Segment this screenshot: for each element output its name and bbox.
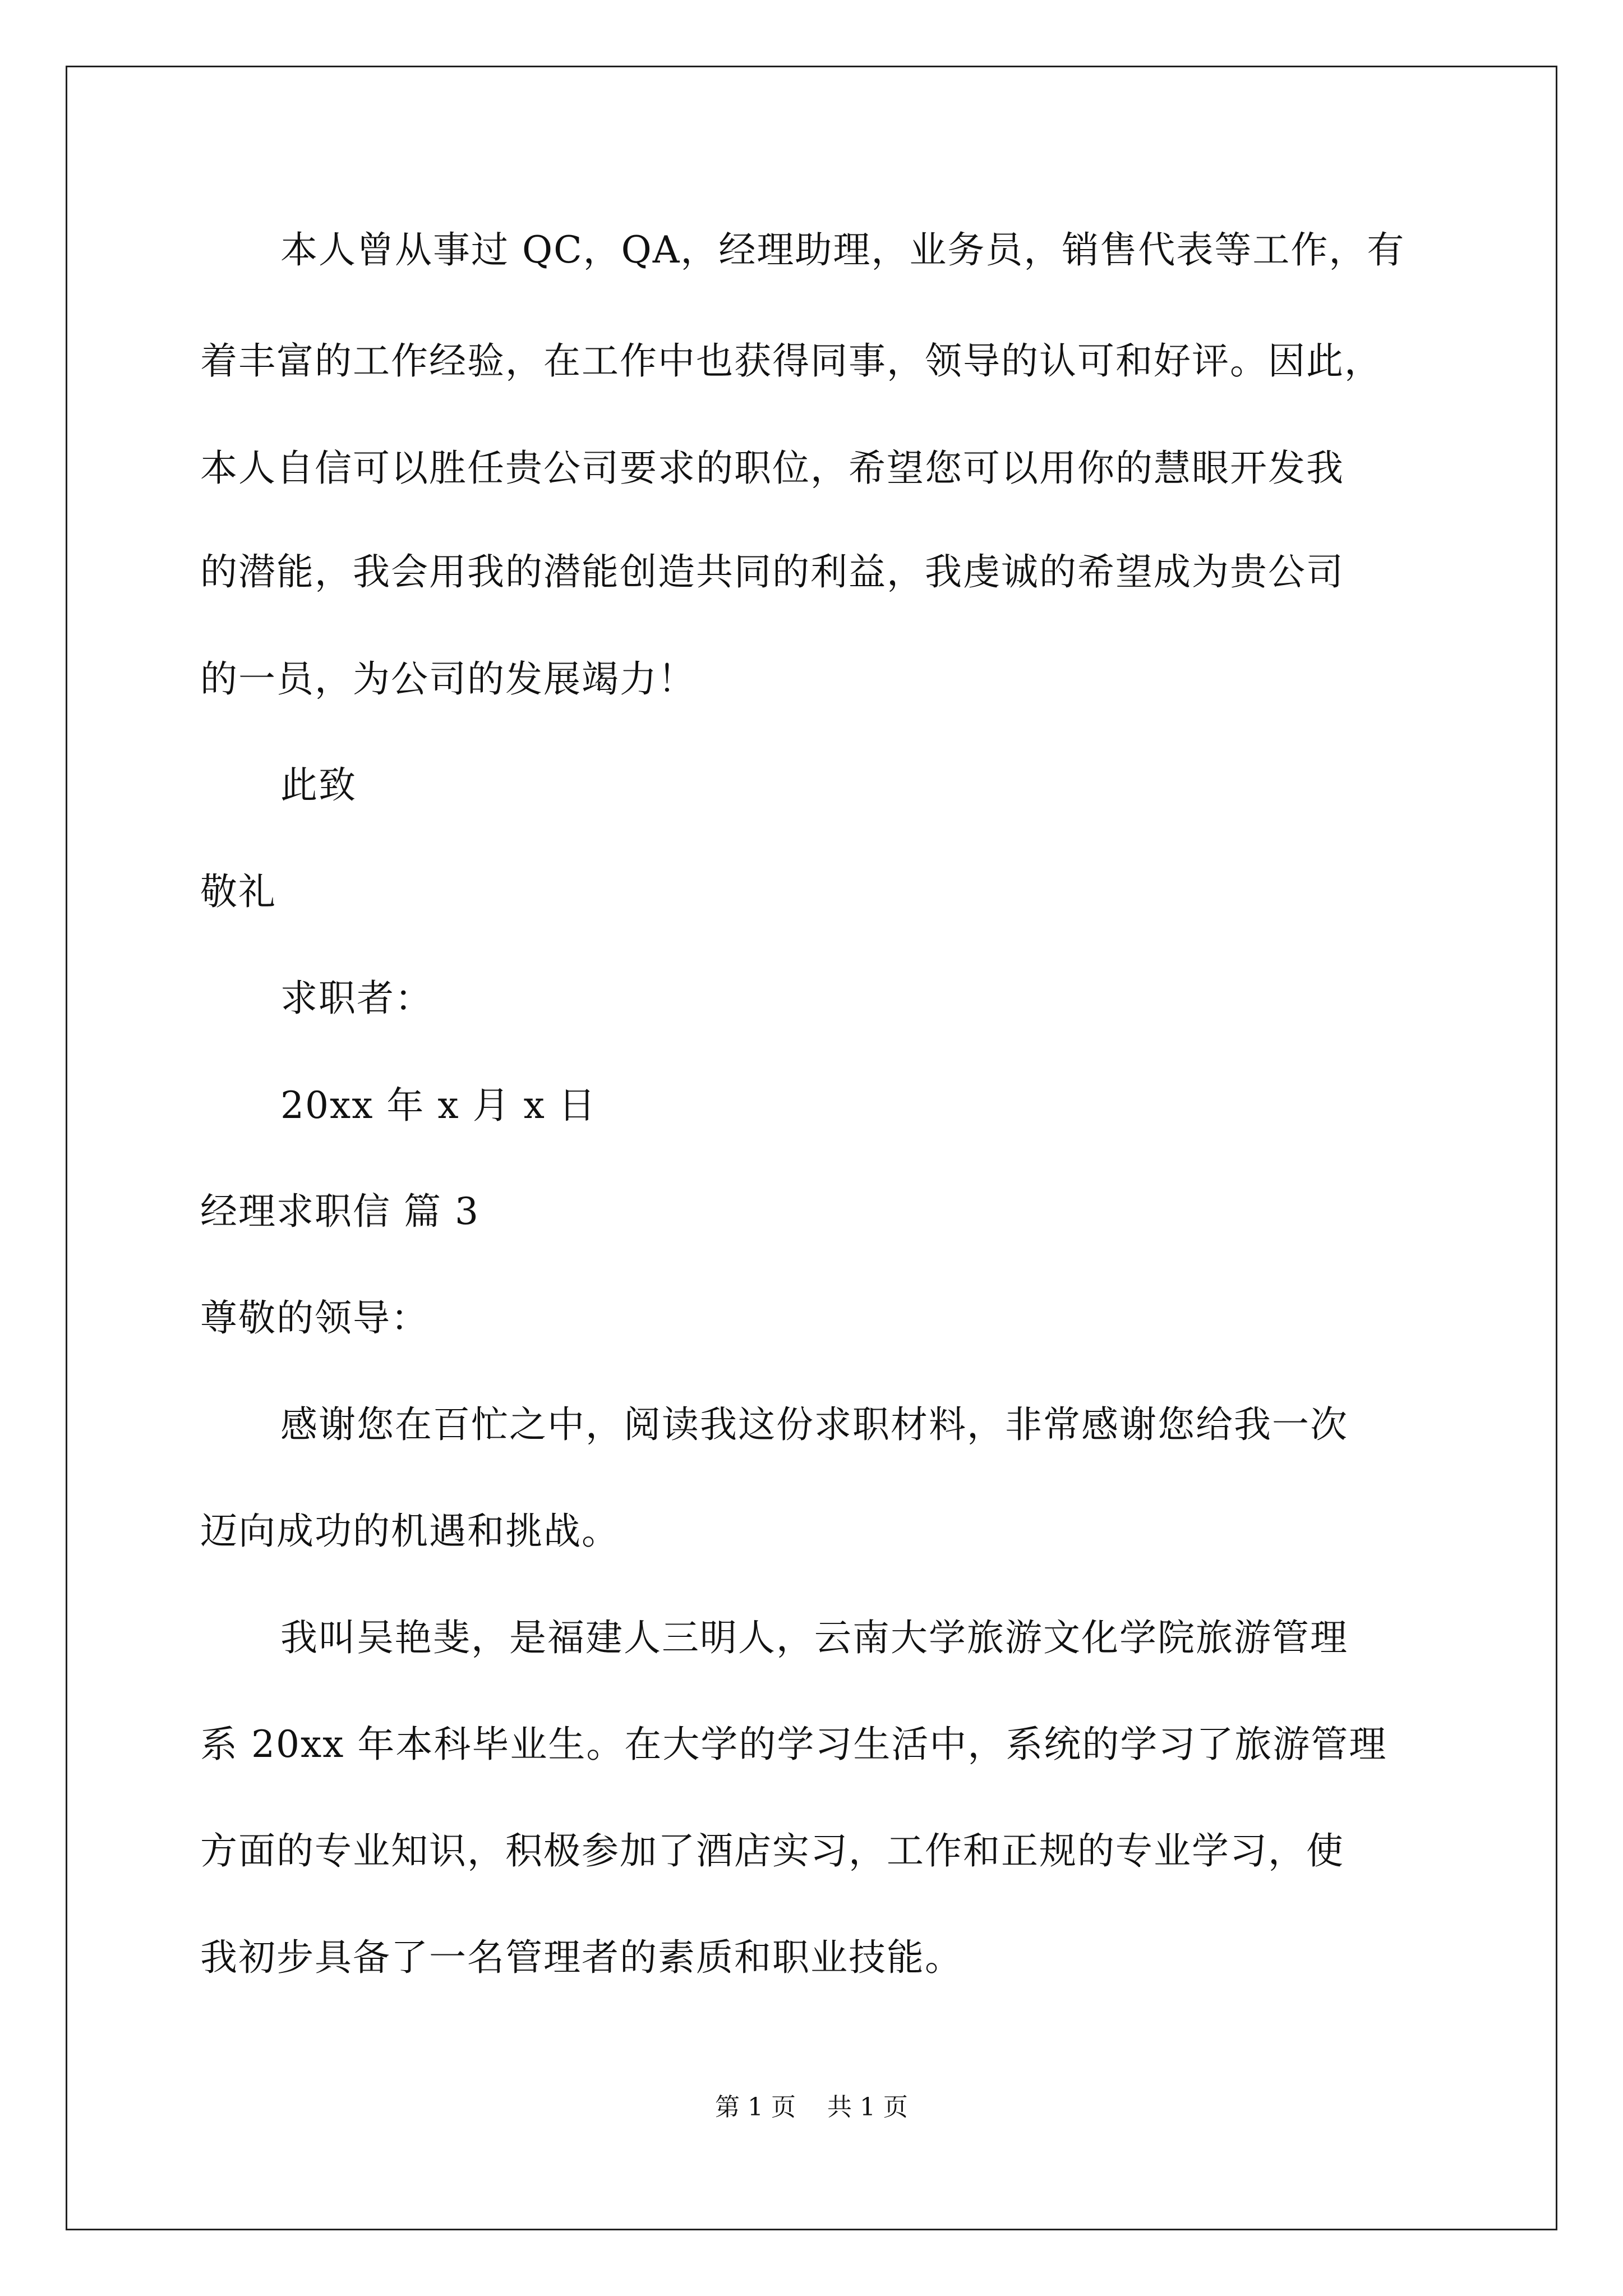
applicant-label: 求职者： (280, 977, 433, 1020)
paragraph-line: 本人自信可以胜任贵公司要求的职位，希望您可以用你的慧眼开发我 (200, 447, 1344, 490)
letter-date: 20xx 年 x 月 x 日 (280, 1084, 597, 1127)
paragraph-line: 方面的专业知识，积极参加了酒店实习，工作和正规的专业学习，使 (200, 1829, 1344, 1872)
paragraph-line: 我叫吴艳斐，是福建人三明人，云南大学旅游文化学院旅游管理 (280, 1616, 1348, 1659)
page-number-footer: 第 1 页 共 1 页 (715, 2093, 908, 2122)
page-border (66, 66, 1557, 2230)
paragraph-line: 迈向成功的机遇和挑战。 (200, 1510, 620, 1553)
paragraph-line: 感谢您在百忙之中，阅读我这份求职材料，非常感谢您给我一次 (280, 1403, 1348, 1446)
paragraph-line: 我初步具备了一名管理者的素质和职业技能。 (200, 1936, 963, 1979)
paragraph-line: 的潜能，我会用我的潜能创造共同的利益，我虔诚的希望成为贵公司 (200, 550, 1344, 593)
paragraph-line: 的一员，为公司的发展竭力！ (200, 657, 696, 701)
greeting: 尊敬的领导： (200, 1296, 429, 1340)
salutation-closing: 此致 (280, 763, 357, 807)
paragraph-line: 本人曾从事过 QC，QA，经理助理，业务员，销售代表等工作，有 (280, 228, 1405, 272)
paragraph-line: 着丰富的工作经验，在工作中也获得同事，领导的认可和好评。因此， (200, 339, 1382, 383)
paragraph-line: 系 20xx 年本科毕业生。在大学的学习生活中，系统的学习了旅游管理 (200, 1723, 1387, 1766)
salutation-regards: 敬礼 (200, 870, 276, 913)
section-heading: 经理求职信 篇 3 (200, 1190, 479, 1233)
